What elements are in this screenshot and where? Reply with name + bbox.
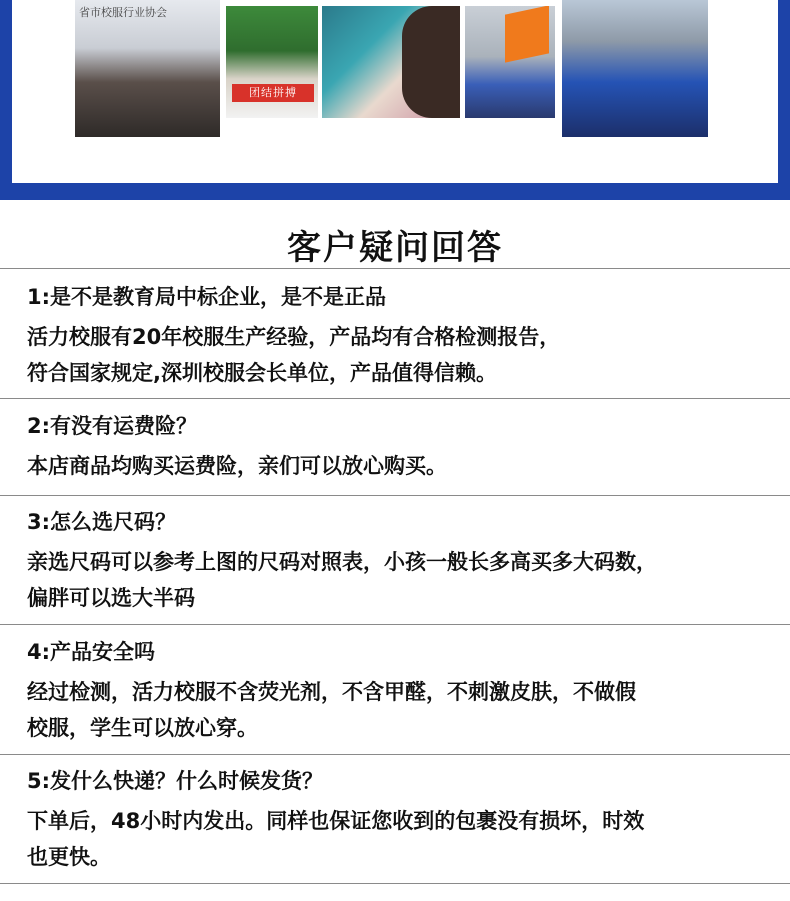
faq-answer-line: 偏胖可以选大半码 — [27, 586, 195, 610]
divider — [0, 754, 790, 755]
divider — [0, 624, 790, 625]
faq-answer-line: 活力校服有20年校服生产经验，产品均有合格检测报告， — [27, 325, 561, 349]
faq-answer-line: 校服，学生可以放心穿。 — [27, 716, 258, 740]
faq-question: 1:是不是教育局中标企业，是不是正品 — [27, 285, 387, 309]
faq-answer-line: 下单后，48小时内发出。同样也保证您收到的包裹没有损坏，时效 — [27, 809, 645, 833]
worker-hair-shape — [402, 6, 460, 118]
divider — [0, 398, 790, 399]
faq-question: 2:有没有运费险？ — [27, 414, 198, 438]
faq-title: 客户疑问回答 — [287, 228, 503, 268]
team-photo — [226, 6, 318, 118]
faq-answer — [27, 544, 767, 616]
divider — [0, 495, 790, 496]
orange-flag-shape — [505, 6, 549, 63]
sewing-photo — [322, 6, 460, 118]
expo-sign-label: 省市校服行业协会 — [79, 6, 167, 19]
faq-item-1 — [27, 283, 767, 391]
faq-answer-line: 符合国家规定,深圳校服会长单位，产品值得信赖。 — [27, 361, 497, 385]
team-banner: 团结拼搏 — [232, 84, 314, 102]
faq-answer-line: 本店商品均购买运费险，亲们可以放心购买。 — [27, 454, 447, 478]
flag-photo — [465, 6, 555, 118]
faq-item-3 — [27, 508, 767, 616]
divider — [0, 883, 790, 884]
faq-answer-line: 经过检测，活力校服不含荧光剂，不含甲醛，不刺激皮肤，不做假 — [27, 680, 636, 704]
parade-photo — [562, 0, 708, 137]
faq-answer-line: 也更快。 — [27, 845, 111, 869]
divider — [0, 268, 790, 269]
faq-item-2 — [27, 412, 767, 484]
faq-question: 3:怎么选尺码？ — [27, 510, 177, 534]
expo-photo — [75, 0, 220, 137]
faq-question: 5:发什么快递？什么时候发货？ — [27, 769, 324, 793]
header-band — [0, 0, 790, 200]
faq-answer — [27, 674, 767, 746]
faq-answer — [27, 448, 767, 484]
faq-answer-line: 亲选尺码可以参考上图的尺码对照表，小孩一般长多高买多大码数， — [27, 550, 657, 574]
faq-item-4 — [27, 638, 767, 746]
faq-answer — [27, 319, 767, 391]
faq-answer — [27, 803, 767, 875]
faq-question: 4:产品安全吗 — [27, 640, 156, 664]
faq-item-5 — [27, 767, 767, 875]
